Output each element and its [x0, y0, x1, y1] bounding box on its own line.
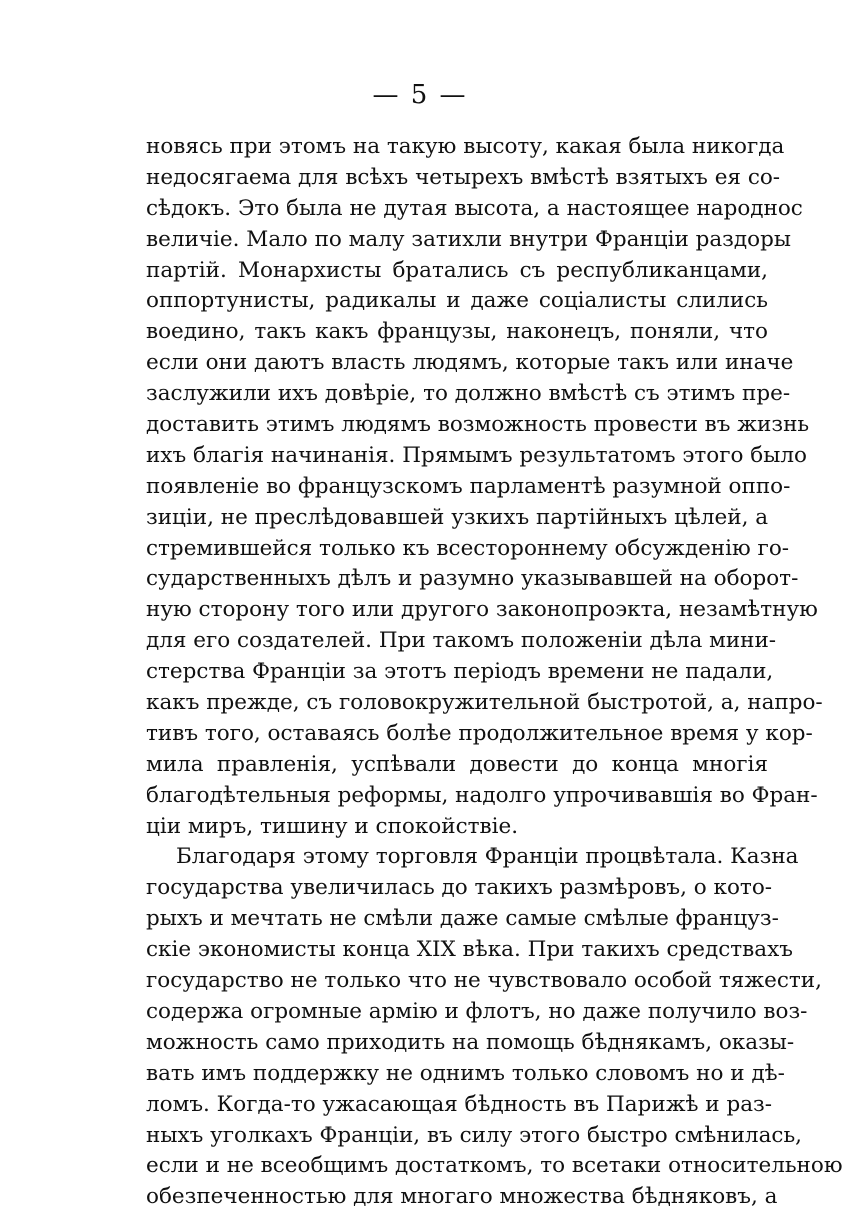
text-line: новясь при этомъ на такую высоту, какая была никогда — [146, 134, 785, 159]
body-text — [146, 132, 843, 1213]
text-line: скіе экономисты конца XIX вѣка. При такихъ средствахъ — [146, 937, 793, 963]
text-line: рыхъ и мечтать не смѣли даже самые смѣлые француз- — [146, 906, 779, 932]
text-line: величіе. Мало по малу затихли внутри Франціи раздоры — [146, 226, 791, 252]
text-line: заслужили ихъ довѣріе, то должно вмѣстѣ съ этимъ пре- — [146, 381, 791, 407]
text-line: оппортунисты, радикалы и даже соціалисты слились — [146, 288, 768, 314]
text-line: ломъ. Когда-то ужасающая бѣдность въ Парижѣ и раз- — [146, 1091, 773, 1117]
text-line: содержа огромные армію и флотъ, но даже получило воз- — [146, 998, 808, 1024]
paragraph-end-line: ціи миръ, тишину и спокойствіе. — [146, 813, 519, 839]
text-line: недосягаема для всѣхъ четырехъ вмѣстѣ взятыхъ ея со- — [146, 164, 781, 190]
text-line: появленіе во французскомъ парламентѣ разумной оппо- — [146, 473, 791, 499]
text-line: доставить этимъ людямъ возможность провести въ жизнь — [146, 412, 810, 438]
text-line: государство не только что не чувствовало особой тяжести, — [146, 968, 822, 994]
text-line: ную сторону того или другого законопроэкта, незамѣтную — [146, 597, 818, 623]
text-line: стерства Франціи за этотъ періодъ времени не падали, — [146, 659, 774, 685]
text-line: ныхъ уголкахъ Франціи, въ силу этого быстро смѣнилась, — [146, 1122, 802, 1148]
text-line: какъ прежде, съ головокружительной быстротой, а, напро- — [146, 690, 823, 716]
text-line: тивъ того, оставаясь болѣе продолжительное время у кор- — [146, 720, 813, 746]
text-line: партій. Монархисты братались съ республиканцами, — [146, 257, 768, 283]
text-line: можность само приходить на помощь бѣднякамъ, оказы- — [146, 1029, 795, 1055]
text-line: обезпеченностью для многаго множества бѣдняковъ, а — [146, 1184, 778, 1210]
text-line: стремившейся только къ всестороннему обсужденію го- — [146, 535, 790, 561]
text-line: если они даютъ власть людямъ, которые такъ или иначе — [146, 350, 794, 376]
page-number: — 5 — — [372, 80, 468, 110]
text-line: ихъ благія начинанія. Прямымъ результатомъ этого было — [146, 442, 807, 468]
text-line: сударственныхъ дѣлъ и разумно указывавшей на оборот- — [146, 566, 799, 592]
text-line: воедино, такъ какъ французы, наконецъ, поняли, что — [146, 319, 768, 345]
text-line: государства увеличилась до такихъ размѣровъ, о кото- — [146, 875, 773, 901]
text-line: сѣдокъ. Это была не дутая высота, а настоящее народнос — [146, 195, 803, 221]
text-line: благодѣтельныя реформы, надолго упрочивавшія во Фран- — [146, 782, 818, 808]
text-line: вать имъ поддержку не однимъ только словомъ но и дѣ- — [146, 1060, 785, 1086]
paragraph-start-line: Благодаря этому торговля Франціи процвѣтала. Казна — [176, 844, 799, 870]
text-line: зиціи, не преслѣдовавшей узкихъ партійныхъ цѣлей, а — [146, 504, 769, 530]
text-line: если и не всеобщимъ достаткомъ, то всетаки относительною — [146, 1153, 843, 1179]
text-line: для его создателей. При такомъ положеніи дѣла мини- — [146, 628, 777, 654]
text-line: мила правленія, успѣвали довести до конца многія — [146, 751, 768, 777]
